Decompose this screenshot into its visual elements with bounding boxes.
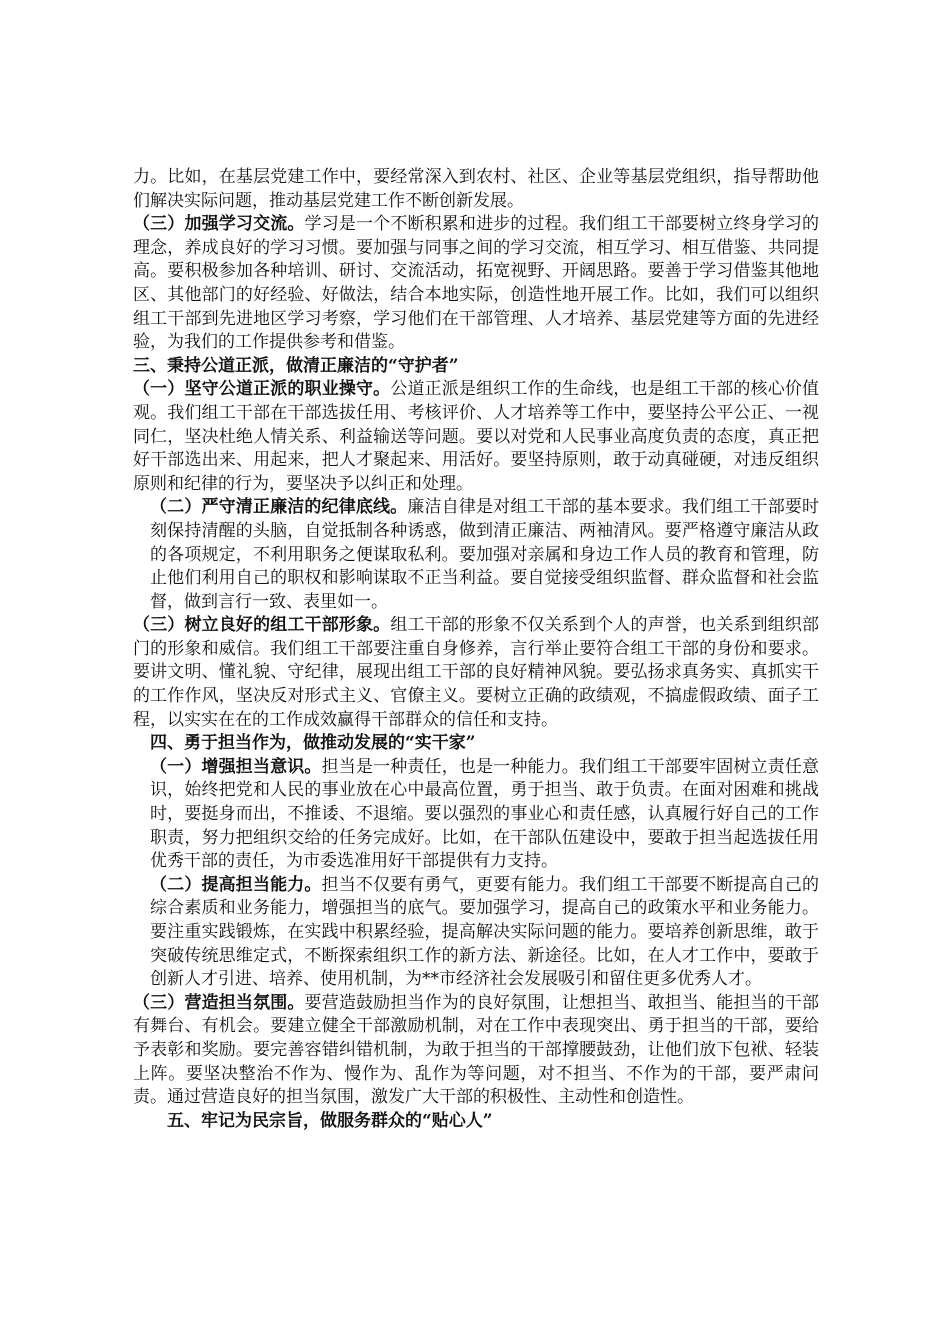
paragraph-text: 要营造鼓励担当作为的良好氛围，让想担当、敢担当、能担当的干部有舞台、有机会。要建立健全干部激励机制，对在工作中表现突出、勇于担当的干部，要给予表彰和奖励。要完善容错纠错机制，为敢于担当的干部撑腰鼓劲，让他们放下包袱、轻装上阵。要坚决整治不作为、慢作为、乱作为等问题，对不担当、不作为的干部，要严肃问责。通过营造良好的担当氛围，激发广大干部的积极性、主动性和创造性。 (133, 992, 820, 1108)
paragraph (133, 213, 819, 355)
paragraph-text: 担当不仅要有勇气，更要有能力。我们组工干部要不断提高自己的综合素质和业务能力，增强担当的底气。要加强学习，提高自己的政策水平和业务能力。要注重实践锻炼，在实践中积累经验，提高解决实际问题的能力。要培养创新思维，敢于突破传统思维定式，不断探索组织工作的新方法、新途径。比如，在人才工作中，要敢于创新人才引进、培养、使用机制，为**市经济社会发展吸引和留住更多优秀人才。 (150, 874, 820, 990)
paragraph-lead: （一）增强担当意识。 (150, 756, 322, 777)
paragraph-text: 公道正派是组织工作的生命线，也是组工干部的核心价值观。我们组工干部在干部选拔任用、考核评价、人才培养等工作中，要坚持公平公正、一视同仁，坚决杜绝人情关系、利益输送等问题。要以对党和人民事业高度负责的态度，真正把好干部选出来、用起来，把人才聚起来、用活好。要坚持原则，敢于动真碰硬，对违反组织原则和纪律的行为，要坚决予以纠正和处理。 (133, 379, 820, 494)
document-page (133, 166, 819, 1133)
paragraph-lead: （三）树立良好的组工干部形象。 (133, 615, 391, 636)
section-heading: 五、牢记为民宗旨，做服务群众的“贴心人” (167, 1110, 493, 1131)
paragraph (133, 614, 819, 732)
paragraph-text: 担当是一种责任，也是一种能力。我们组工干部要牢固树立责任意识，始终把党和人民的事业放在心中最高位置，勇于担当、敢于负责。在面对困难和挑战时，要挺身而出，不推诿、不退缩。要以强烈的事业心和责任感，认真履行好自己的工作职责，努力把组织交给的任务完成好。比如，在干部队伍建设中，要敢于担当起选拔任用优秀干部的责任，为市委选准用好干部提供有力支持。 (150, 756, 820, 872)
paragraph-lead: （三）营造担当氛围。 (133, 992, 305, 1013)
paragraph-text: 组工干部的形象不仅关系到个人的声誉，也关系到组织部门的形象和威信。我们组工干部要注重自身修养，言行举止要符合组工干部的身份和要求。要讲文明、懂礼貌、守纪律，展现出组工干部的良好精神风貌。要弘扬求真务实、真抓实干的工作作风，坚决反对形式主义、官僚主义。要树立正确的政绩观，不搞虚假政绩、面子工程，以实实在在的工作成效赢得干部群众的信任和支持。 (133, 615, 820, 730)
paragraph (133, 378, 819, 496)
paragraph (133, 756, 819, 874)
paragraph-lead: （二）提高担当能力。 (150, 874, 322, 895)
paragraph-text: 力。比如，在基层党建工作中，要经常深入到农村、社区、企业等基层党组织，指导帮助他们解决实际问题，推动基层党建工作不断创新发展。 (133, 167, 819, 211)
paragraph-lead: （二）严守清正廉洁的纪律底线。 (150, 497, 408, 518)
paragraph (133, 992, 819, 1110)
paragraph-text: 学习是一个不断积累和进步的过程。我们组工干部要树立终身学习的理念，养成良好的学习习惯。要加强与同事之间的学习交流，相互学习、相互借鉴、共同提高。要积极参加各种培训、研讨、交流活动，拓宽视野、开阔思路。要善于学习借鉴其他地区、其他部门的好经验、好做法，结合本地实际，创造性地开展工作。比如，我们可以组织组工干部到先进地区学习考察，学习他们在干部管理、人才培养、基层党建等方面的先进经验，为我们的工作提供参考和借鉴。 (133, 214, 820, 353)
paragraph (133, 166, 819, 213)
section-heading: 四、勇于担当作为，做推动发展的“实干家” (150, 733, 476, 754)
paragraph-lead: （一）坚守公道正派的职业操守。 (133, 379, 391, 400)
paragraph (133, 496, 819, 614)
paragraph-lead: （三）加强学习交流。 (133, 214, 305, 235)
paragraph-text: 廉洁自律是对组工干部的基本要求。我们组工干部要时刻保持清醒的头脑，自觉抵制各种诱惑，做到清正廉洁、两袖清风。要严格遵守廉洁从政的各项规定，不利用职务之便谋取私利。要加强对亲属和身边工作人员的教育和管理，防止他们利用自己的职权和影响谋取不正当利益。要自觉接受组织监督、群众监督和社会监督，做到言行一致、表里如一。 (150, 497, 820, 612)
section-heading: 三、秉持公道正派，做清正廉洁的“守护者” (133, 355, 459, 376)
paragraph (133, 874, 819, 992)
